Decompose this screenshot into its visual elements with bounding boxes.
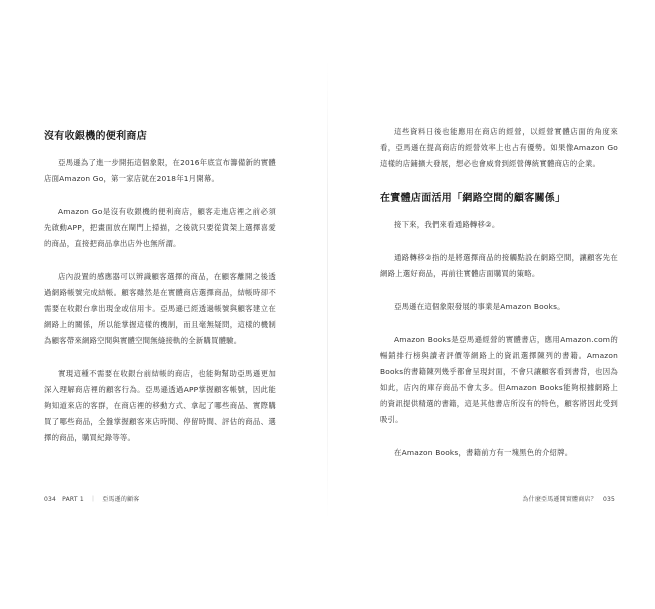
page-number: 034 bbox=[44, 496, 57, 503]
paragraph: 這些資料日後也能應用在商店的經營，以經營實體店面的角度來看，亞馬遜在提高商店的經營效率上也占有優勢。如果像Amazon Go這樣的店鋪擴大發展，想必也會威脅到經營傳統實體商店的企業。 bbox=[380, 127, 618, 168]
page-number: 035 bbox=[602, 496, 615, 503]
right-folio bbox=[522, 494, 619, 503]
left-text-column bbox=[44, 127, 276, 463]
right-page bbox=[328, 0, 655, 609]
paragraph: 通路轉移②指的是將選擇商品的接觸點設在網路空間，讓顧客先在網路上選好商品，再前往實體店面購買的策略。 bbox=[380, 253, 618, 278]
left-folio bbox=[44, 494, 143, 503]
paragraph: 亞馬遜在這個象限發展的事業是Amazon Books。 bbox=[394, 302, 565, 311]
paragraph: 店內設置的感應器可以辨識顧客選擇的商品，在顧客離開之後透過網路帳號完成結帳。顧客雖然是在實體商店選擇商品，結帳時卻不需要在收銀台拿出現金或信用卡。亞馬遜已經透過帳號與顧客建立在網路上的關係，所以能掌握這樣的機制，而且毫無疑問，這樣的機制為顧客帶來網路空間與實體空間無縫接軌的全新購買體驗。 bbox=[44, 272, 276, 345]
right-text-column bbox=[380, 124, 618, 478]
paragraph: Amazon Books是亞馬遜經營的實體書店，應用Amazon.com的暢銷排行榜與讀者評價等網路上的資訊選擇陳列的書籍。Amazon Books的書籍陳列幾乎都會呈現封面，不會只讓顧客看到書背，也因為如此，店內的庫存商品不會太多。但Amazon Books能夠根據網路上的資訊提供精選的書籍，這是其他書店所沒有的特色，顧客將因此受到吸引。 bbox=[380, 335, 618, 424]
section-heading: 在實體店面活用「網路空間的顧客關係」 bbox=[380, 193, 566, 204]
left-page bbox=[0, 0, 327, 609]
paragraph: Amazon Go是沒有收銀機的便利商店，顧客走進店裡之前必須先啟動APP，把畫面放在閘門上掃描，之後就只要從貨架上選擇喜愛的商品，直接把商品拿出店外也無所謂。 bbox=[44, 207, 276, 248]
paragraph: 實現這種不需要在收銀台前結帳的商店，也能夠幫助亞馬遜更加深入理解商店裡的顧客行為。亞馬遜透過APP掌握顧客帳號，因此能夠知道來店的客群，在商店裡的移動方式、拿起了哪些商品、實際購買了哪些商品，全盤掌握顧客來店時間、停留時間、評估的商品、選擇的商品，購買紀錄等等。 bbox=[44, 369, 276, 442]
paragraph: 接下來，我們來看通路轉移②。 bbox=[394, 220, 500, 229]
running-title: 為什麼亞馬遜開實體商店？ bbox=[522, 496, 597, 503]
paragraph: 在Amazon Books，書籍前方有一塊黑色的介紹牌。 bbox=[394, 448, 573, 457]
folio-separator: ｜ bbox=[89, 496, 97, 503]
chapter-title: 亞馬遜的顧客 bbox=[102, 496, 140, 503]
section-heading: 沒有收銀機的便利商店 bbox=[44, 131, 147, 142]
paragraph: 亞馬遜為了進一步開拓這個象限，在2016年底宣布籌備新的實體店面Amazon Go，第一家店就在2018年1月開幕。 bbox=[44, 158, 276, 183]
part-label: PART 1 bbox=[62, 496, 84, 503]
